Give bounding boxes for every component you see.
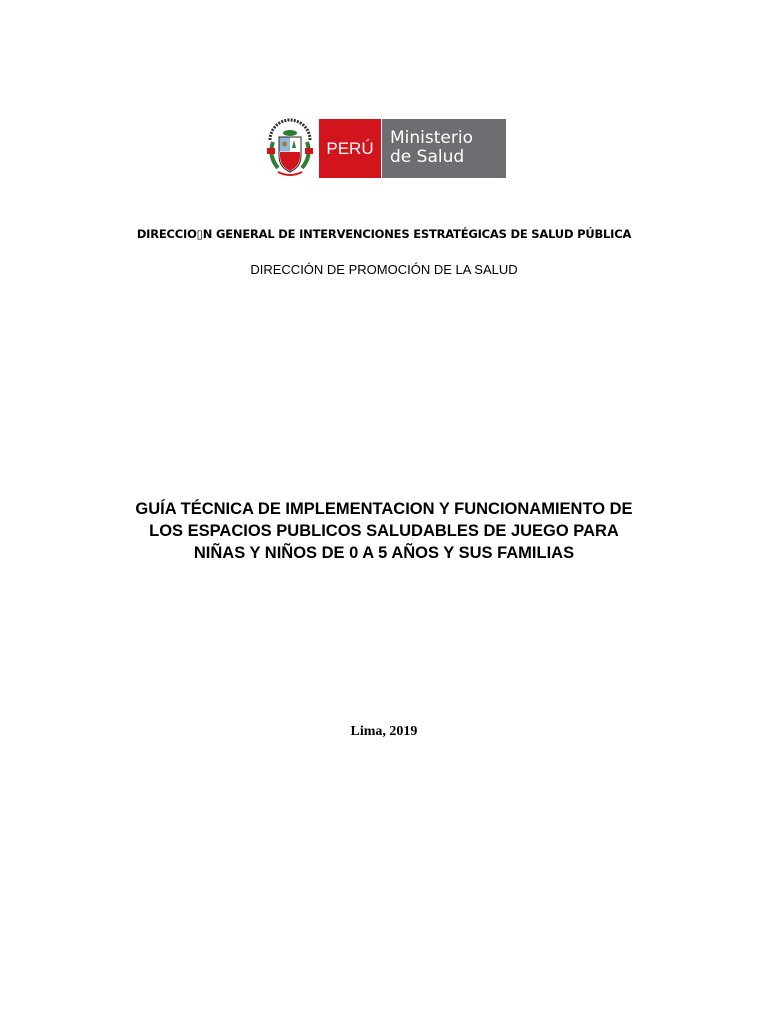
- ministry-label-line2: de Salud: [390, 147, 465, 167]
- document-title: [90, 498, 678, 564]
- title-line: GUÍA TÉCNICA DE IMPLEMENTACION Y FUNCIONAMIENTO DE: [135, 500, 633, 518]
- title-line: LOS ESPACIOS PUBLICOS SALUDABLES DE JUEGO PARA: [149, 522, 619, 540]
- ministry-label-line1: Ministerio: [390, 128, 473, 148]
- ministry-logo: [264, 118, 506, 178]
- directorate-heading: DIRECCIÓN DE PROMOCIÓN DE LA SALUD: [250, 262, 518, 277]
- coat-of-arms-icon: [264, 118, 316, 178]
- general-directorate-heading: DIRECCIO▯N GENERAL DE INTERVENCIONES ESTRATÉGICAS DE SALUD PÚBLICA: [136, 227, 632, 241]
- title-line: NIÑAS Y NIÑOS DE 0 A 5 AÑOS Y SUS FAMILIAS: [193, 544, 575, 562]
- place-and-date: Lima, 2019: [350, 724, 418, 739]
- peru-label: PERÚ: [319, 119, 381, 178]
- ministry-label: [382, 119, 506, 178]
